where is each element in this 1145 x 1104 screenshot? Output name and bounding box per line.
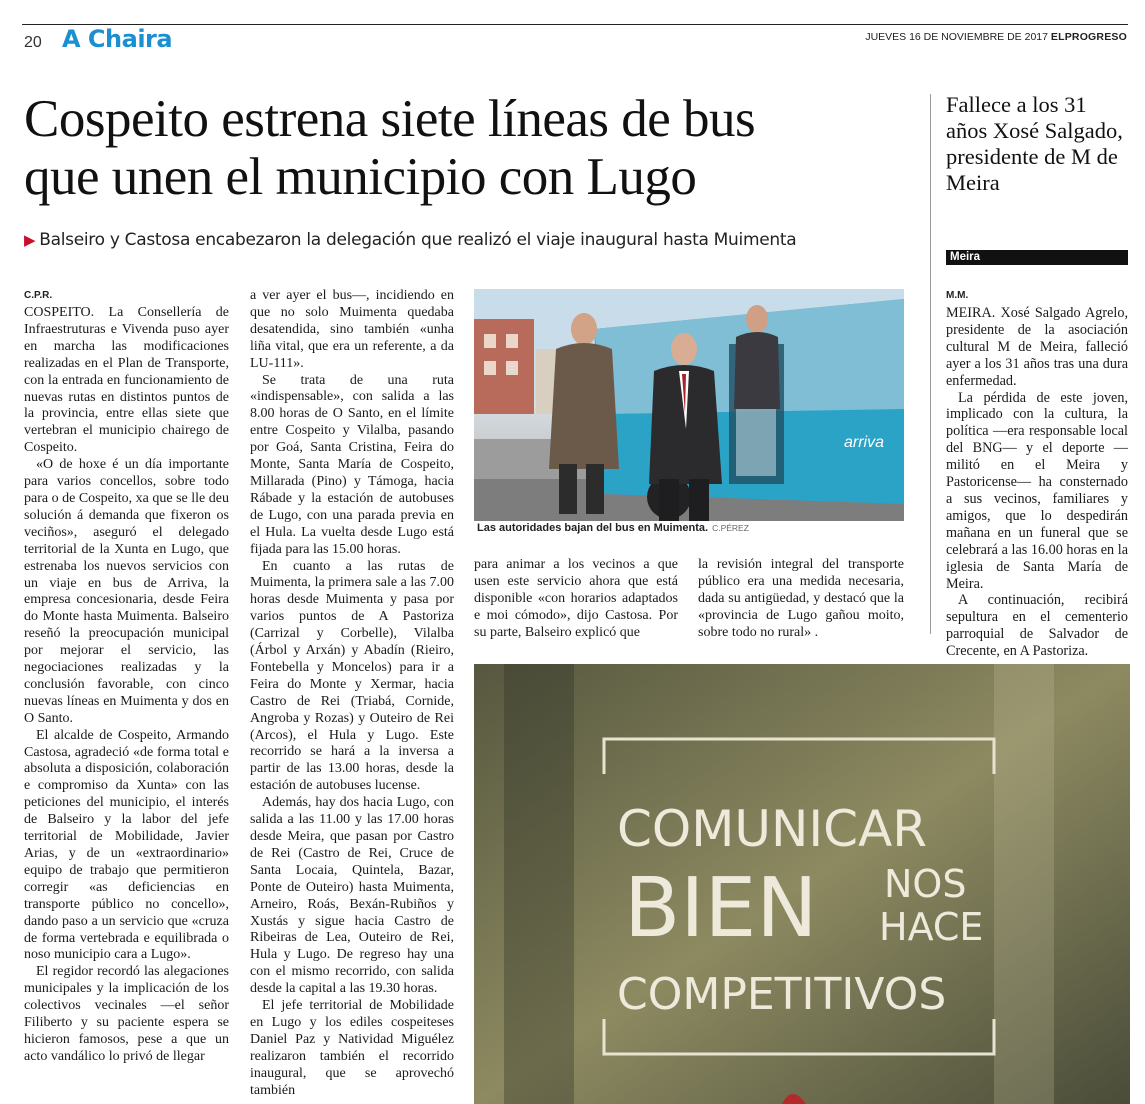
- newspaper-name: ELPROGRESO: [1050, 31, 1127, 43]
- article-paragraph: Además, hay dos hacia Lugo, con salida a las 11.00 y las 17.00 horas desde Meira, que pasan por Castro de Rei (Castro de Rei, Cruce de Santa Locaia, Quintela, Bazar, Ponte de Outeiro) hasta Muimenta, Arneiro, Roás, Bexán-Rubiños y Xustás y sigue hacia Castro de Ribeiras de Lea, Outeiro de Rei, Hula y Lugo. De regreso hay una con el mismo recorrido, con salida desde la capital a las 19.30 horas.: [250, 795, 454, 997]
- photo-caption: [474, 521, 904, 537]
- sidebar-divider: [930, 94, 931, 634]
- ad-word-small-2: HACE: [879, 905, 984, 949]
- sidebar-dateline: MEIRA.: [946, 305, 996, 321]
- photo-credit: C.PÉREZ: [712, 523, 749, 533]
- header-dateline: [865, 31, 1127, 43]
- article-deck: [24, 230, 914, 250]
- article-byline: C.P.R.: [24, 290, 53, 301]
- section-title: A Chaira: [62, 25, 173, 53]
- sidebar-byline: M.M.: [946, 290, 969, 301]
- ad-line-3: COMPETITIVOS: [617, 969, 947, 1020]
- article-paragraph: para animar a los vecinos a que usen este servicio ahora que está disponible «con horarios adaptados e moi cómodo», dijo Castosa. Por su parte, Balseiro explicó que: [474, 557, 678, 640]
- article-column-1: [24, 305, 229, 1066]
- sidebar-paragraph: La pérdida de este joven, implicado con la cultura, la política —era responsable local del BNG— y el deporte —militó en el Meira y Pastoricense— ha consternado a sus vecinos, familiares y amigos, que lo despedirán mañana en un funeral que se celebrará a las 16.00 horas en la iglesia de Santa María de Meira.: [946, 389, 1128, 592]
- article-paragraph: El regidor recordó las alegaciones municipales y la implicación de los colectivos vecinales —el señor Filiberto y su paciente espera se hicieron famosos, pese a que un acto vandálico lo privó de llegar: [24, 964, 229, 1064]
- triangle-right-icon: ▶: [24, 231, 36, 249]
- article-column-4: [698, 557, 904, 642]
- deck-text: Balseiro y Castosa encabezaron la delegación que realizó el viaje inaugural hasta Muimenta: [39, 230, 797, 250]
- article-dateline: COSPEITO.: [24, 305, 95, 320]
- headline-line-1: Cospeito estrena siete líneas de bus: [24, 90, 756, 148]
- article-paragraph: Se trata de una ruta «indispensable», con salida a las 8.00 horas de O Santo, en el límite entre Cospeito y Vilalba, pasando por Goá, Santa Cristina, Feira do Monte, Santa María de Cospeito, Millarada (Pino) y Támoga, hacia Rábade y la estación de autobuses de Lugo, con una parada previa en el Hula. La vuelta desde Lugo está fijada para las 15.00 horas.: [250, 372, 454, 557]
- article-photo: [474, 289, 904, 534]
- sidebar-column: [946, 305, 1128, 660]
- headline-line-2: que unen el municipio con Lugo: [24, 148, 697, 206]
- article-paragraph: El alcalde de Cospeito, Armando Castosa, agradeció «de forma total e absoluta a disposición, colaboración e compromiso da Xunta» con las peticiones del municipio, el interés de Balseiro y la labor del jefe territorial de Mobilidade, Javier Arias, y de un «extraordinario» equipo de trabajo que permitieron corregir «as deficiencias en transporte público no concello», dando paso a un servicio que «cruza de forma vertebrada e equilibrada o noso municipio cara a Lugo».: [24, 727, 229, 963]
- photo-caption-text: Las autoridades bajan del bus en Muimenta.: [477, 522, 709, 534]
- sidebar-section-tag: Meira: [946, 250, 1128, 265]
- header-rule: [22, 24, 1128, 25]
- issue-date: JUEVES 16 DE NOVIEMBRE DE 2017: [865, 31, 1048, 43]
- sidebar-paragraph: MEIRA. Xosé Salgado Agrelo, presidente de la asociación cultural M de Meira, falleció ayer a los 31 años tras una dura enfermedad.: [946, 305, 1128, 389]
- ad-line-1: COMUNICAR: [617, 800, 928, 858]
- bus-logo: arriva: [844, 434, 885, 451]
- page-number: 20: [24, 34, 42, 51]
- ad-artwork: [474, 664, 1130, 1104]
- article-paragraph: a ver ayer el bus—, incidiendo en que no solo Muimenta quedaba desatendida, sino también «unha liña vital, que era un referente, a da LU-111».: [250, 288, 454, 371]
- ad-word-big: BIEN: [624, 861, 818, 956]
- sidebar-paragraph: A continuación, recibirá sepultura en el cementerio parroquial de Salvador de Crecente, en A Pastoriza.: [946, 592, 1128, 660]
- sidebar-headline: Fallece a los 31 años Xosé Salgado, presidente de M de Meira: [946, 92, 1123, 195]
- article-paragraph: El jefe territorial de Mobilidade en Lugo y los ediles cospeiteses Daniel Paz y Natividad Miguélez realizaron también el recorrido inaugural, que se aprovechó también: [250, 998, 454, 1098]
- article-paragraph: En cuanto a las rutas de Muimenta, la primera sale a las 7.00 horas desde Muimenta y pasa por varios puntos de A Pastoriza (Carrizal y Corbelle), Vilalba (Árbol y Arxán) y Abadín (Rieiro, Fontebella y Moncelos) para ir a Feira do Monte y Xermar, hacia Castro de Rei (Triabá, Cornide, Angroba y Rozas) y Outeiro de Rei (Arcos), el Hula y Lugo. Este recorrido se hará a la inversa a partir de las 13.00 horas, desde la estación de autobuses lucense.: [250, 558, 454, 794]
- ad-word-small-1: NOS: [884, 862, 967, 906]
- article-paragraph: «O de hoxe é un día importante para varios concellos, sobre todo para o de Cospeito, xa que se lle deu solución á demanda que fixeron os veciños», aseguró el delegado territorial de la Xunta en Lugo, que estrenaba los nuevos servicios con un viaje en bus de Arriva, la empresa concesionaria, desde Feira do Monte hasta Muimenta. Balseiro reseñó la preocupación municipal por mejorar el servicio, las negociaciones realizadas y la conclusión favorable, con cinco nuevas líneas en Muimenta y dos en O Santo.: [24, 457, 229, 726]
- bus-photo-illustration: [474, 289, 904, 534]
- article-paragraph: COSPEITO. La Consellería de Infraestruturas e Vivenda puso ayer en marcha las modificaciones realizadas en el Plan de Transporte, con la entrada en funcionamiento de nuevas rutas en distintos puntos de la provincia, entre ellas siete que vertebran el municipio chairego de Cospeito.: [24, 305, 229, 456]
- article-column-2: [250, 288, 454, 1100]
- article-paragraph: la revisión integral del transporte público era una medida necesaria, dada su antigüedad, y destacó que la «provincia de Lugo gañou moito, sobre todo no rural» .: [698, 557, 904, 640]
- article-column-3: [474, 557, 678, 642]
- advertisement: [474, 664, 1130, 1104]
- article-headline: [24, 90, 914, 206]
